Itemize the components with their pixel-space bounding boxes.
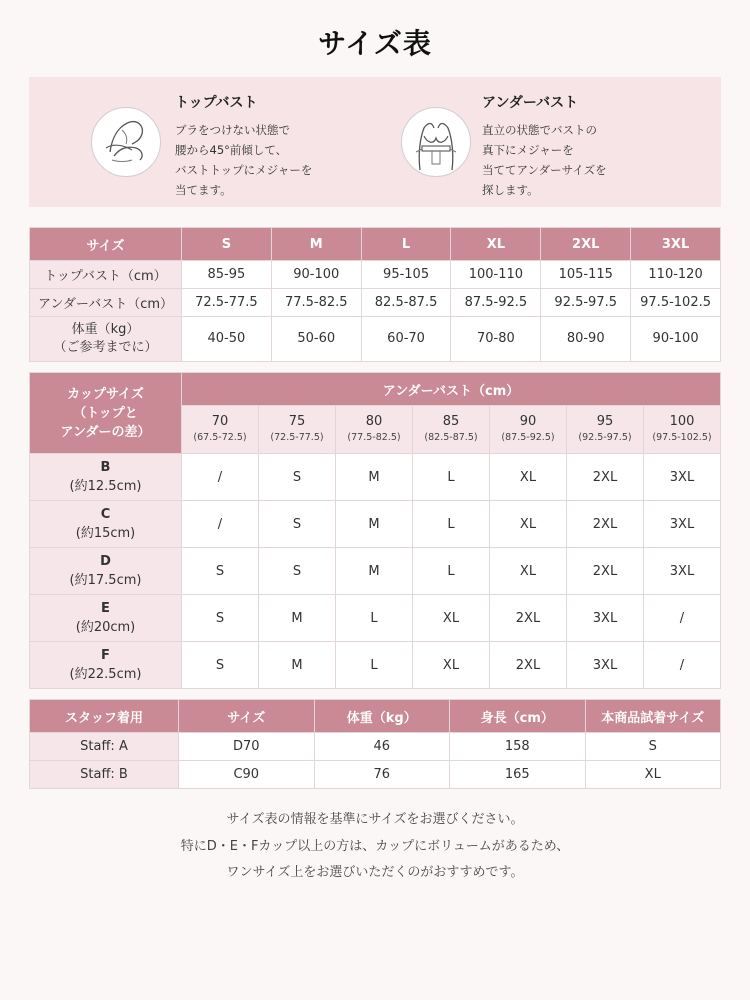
table-cell: 60-70 [361, 317, 451, 362]
staff-table [29, 699, 721, 789]
table-cell: S [259, 548, 336, 595]
table-cell: 85-95 [182, 261, 272, 289]
table-cell: S [182, 642, 259, 689]
table-cell: 95-105 [361, 261, 451, 289]
size-advice-note [0, 807, 750, 887]
table-cell: L [336, 595, 413, 642]
table-cell: L [413, 454, 490, 501]
header-cell: S [182, 228, 272, 261]
table-cell: 72.5-77.5 [182, 289, 272, 317]
header-cell: 本商品試着サイズ [585, 700, 721, 733]
under-bust-text: 真下にメジャーを [482, 143, 574, 157]
table-cell: C90 [179, 761, 315, 789]
table-cell: 90-100 [631, 317, 721, 362]
table-cell: L [413, 548, 490, 595]
header-cell: 2XL [541, 228, 631, 261]
under-size-col: 70 (67.5-72.5) [182, 406, 259, 454]
table-cell: 46 [314, 733, 450, 761]
table-cell: 87.5-92.5 [451, 289, 541, 317]
cup-label: F (約22.5cm) [30, 642, 182, 689]
table-cell: 110-120 [631, 261, 721, 289]
table-row [30, 761, 721, 789]
row-label-line: （ご参考までに） [53, 340, 158, 355]
under-size-col: 90 (87.5-92.5) [490, 406, 567, 454]
table-cell: 2XL [567, 454, 644, 501]
top-bust-text: ブラをつけない状態で [175, 123, 290, 137]
table-cell: 50-60 [271, 317, 361, 362]
header-cell: サイズ [30, 228, 182, 261]
table-row [30, 454, 721, 501]
table-cell: XL [490, 454, 567, 501]
table-cell: 40-50 [182, 317, 272, 362]
table-cell: 3XL [644, 548, 721, 595]
corner-line: カップサイズ [67, 386, 144, 402]
table-cell: 105-115 [541, 261, 631, 289]
corner-line: （トップと [73, 405, 138, 421]
page-title: サイズ表 [318, 27, 432, 60]
under-bust-header: アンダーバスト（cm） [182, 373, 721, 406]
table-cell: 2XL [490, 595, 567, 642]
under-bust-title: アンダーバスト [482, 95, 579, 111]
top-bust-text: 当てます。 [175, 183, 232, 197]
header-cell: L [361, 228, 451, 261]
table-cell: 165 [450, 761, 586, 789]
table-cell: XL [490, 548, 567, 595]
table-cell: 92.5-97.5 [541, 289, 631, 317]
header-cell: サイズ [179, 700, 315, 733]
cup-size-table [29, 372, 721, 689]
size-table-header [30, 228, 721, 261]
note-line: 特にD・E・Fカップ以上の方は、カップにボリュームがあるため、 [180, 838, 570, 854]
table-cell: D70 [179, 733, 315, 761]
table-cell: 76 [314, 761, 450, 789]
table-row [30, 642, 721, 689]
table-cell: XL [490, 501, 567, 548]
under-bust-text: 探します。 [482, 183, 539, 197]
table-cell: S [585, 733, 721, 761]
measure-top-bust-icon [91, 107, 161, 177]
table-cell: 100-110 [451, 261, 541, 289]
row-label-line: 体重（kg） [71, 322, 140, 337]
table-cell: 2XL [567, 501, 644, 548]
under-size-col: 85 (82.5-87.5) [413, 406, 490, 454]
note-line: ワンサイズ上をお選びいただくのがおすすめです。 [226, 865, 524, 880]
table-cell: XL [585, 761, 721, 789]
table-cell: 158 [450, 733, 586, 761]
table-row [30, 317, 721, 362]
table-cell: M [259, 595, 336, 642]
under-size-col: 95 (92.5-97.5) [567, 406, 644, 454]
table-row [30, 289, 721, 317]
table-cell: L [336, 642, 413, 689]
note-line: サイズ表の情報を基準にサイズをお選びください。 [226, 812, 524, 827]
table-cell: M [336, 548, 413, 595]
table-row [30, 548, 721, 595]
top-bust-title: トップバスト [175, 95, 258, 111]
corner-line: アンダーの差） [60, 424, 151, 440]
table-cell: M [336, 454, 413, 501]
under-bust-text: 直立の状態でバストの [482, 123, 597, 137]
under-bust-guide [377, 77, 721, 207]
staff-name: Staff: B [30, 761, 179, 789]
cup-label: C (約15cm) [30, 501, 182, 548]
table-cell: 3XL [644, 501, 721, 548]
table-cell: / [182, 501, 259, 548]
table-cell: 2XL [567, 548, 644, 595]
under-size-col: 100 (97.5-102.5) [644, 406, 721, 454]
top-bust-text: バストトップにメジャーを [175, 163, 313, 177]
table-row [30, 261, 721, 289]
cup-label: D (約17.5cm) [30, 548, 182, 595]
table-cell: 3XL [644, 454, 721, 501]
table-cell: S [182, 548, 259, 595]
table-cell: 97.5-102.5 [631, 289, 721, 317]
table-cell: / [644, 595, 721, 642]
table-row [30, 595, 721, 642]
cup-label: B (約12.5cm) [30, 454, 182, 501]
top-bust-text: 腰から45°前傾して、 [175, 143, 288, 157]
table-cell: 77.5-82.5 [271, 289, 361, 317]
table-cell: S [182, 595, 259, 642]
header-cell: XL [451, 228, 541, 261]
table-cell: 2XL [490, 642, 567, 689]
size-table [29, 227, 721, 362]
table-cell: 70-80 [451, 317, 541, 362]
table-cell: 3XL [567, 642, 644, 689]
table-cell: S [259, 454, 336, 501]
measure-guide-panel [29, 77, 721, 207]
top-bust-guide [29, 77, 369, 207]
table-cell: XL [413, 595, 490, 642]
table-row [30, 501, 721, 548]
table-cell: 3XL [567, 595, 644, 642]
table-cell: 82.5-87.5 [361, 289, 451, 317]
table-cell: 90-100 [271, 261, 361, 289]
header-cell: 3XL [631, 228, 721, 261]
under-bust-text: 当ててアンダーサイズを [482, 163, 607, 177]
under-size-col: 80 (77.5-82.5) [336, 406, 413, 454]
cup-table-header [30, 373, 721, 406]
table-cell: M [336, 501, 413, 548]
header-cell: M [271, 228, 361, 261]
table-cell: XL [413, 642, 490, 689]
table-cell: S [259, 501, 336, 548]
row-label: アンダーバスト（cm） [30, 289, 182, 317]
cup-label: E (約20cm) [30, 595, 182, 642]
row-label: トップバスト（cm） [30, 261, 182, 289]
header-cell: 体重（kg） [314, 700, 450, 733]
header-cell: 身長（cm） [450, 700, 586, 733]
table-cell: / [182, 454, 259, 501]
staff-table-header [30, 700, 721, 733]
cup-corner-header [30, 373, 182, 454]
header-cell: スタッフ着用 [30, 700, 179, 733]
table-cell: L [413, 501, 490, 548]
table-cell: M [259, 642, 336, 689]
row-label [30, 317, 182, 362]
table-cell: / [644, 642, 721, 689]
table-row [30, 733, 721, 761]
staff-name: Staff: A [30, 733, 179, 761]
under-size-col: 75 (72.5-77.5) [259, 406, 336, 454]
measure-under-bust-icon [401, 107, 471, 177]
table-cell: 80-90 [541, 317, 631, 362]
